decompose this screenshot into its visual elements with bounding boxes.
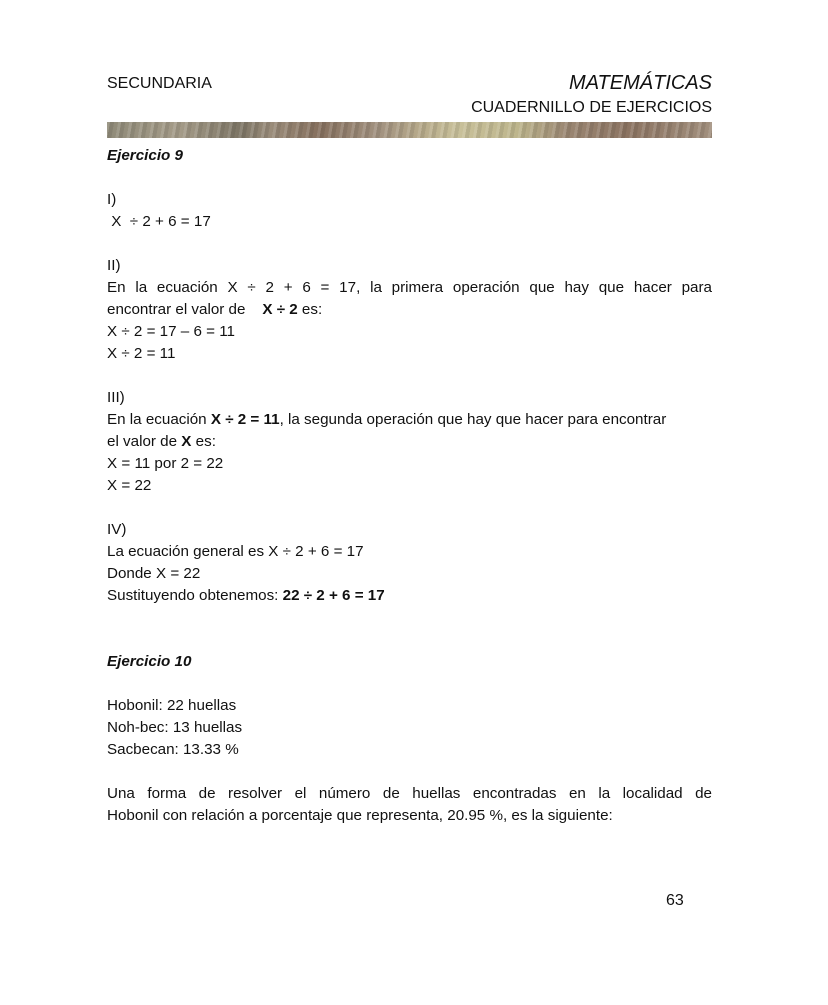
text-line	[107, 189, 712, 211]
text-line	[107, 409, 712, 431]
blank-line	[107, 365, 712, 387]
header-subject: MATEMÁTICAS	[569, 72, 712, 94]
bold-text: X ÷ 2	[262, 301, 298, 318]
text-line	[107, 563, 712, 585]
text-line	[107, 255, 712, 277]
text: Ejercicio 9	[107, 147, 183, 164]
text-line	[107, 299, 712, 321]
blank-line	[107, 761, 712, 783]
text-line	[107, 805, 712, 827]
text: Ejercicio 10	[107, 653, 192, 670]
header-level: SECUNDARIA	[107, 75, 212, 92]
bold-text: X ÷ 2 = 11	[210, 411, 280, 428]
blank-line	[107, 167, 712, 189]
document-body	[107, 145, 712, 827]
text-line	[107, 783, 712, 805]
text: I)	[107, 191, 117, 208]
text: La ecuación general es X ÷ 2 + 6 = 17	[107, 543, 364, 560]
text: X = 22	[107, 477, 152, 494]
bold-text: X	[181, 433, 192, 450]
text-line	[107, 431, 712, 453]
text: Hobonil: 22 huellas	[107, 697, 237, 714]
text-line	[107, 277, 712, 299]
text: Sacbecan: 13.33 %	[107, 741, 239, 758]
text-line	[107, 387, 712, 409]
text: X ÷ 2 + 6 = 17	[107, 213, 211, 230]
page-number: 63	[666, 892, 684, 909]
text-line	[107, 321, 712, 343]
section-heading	[107, 145, 712, 167]
section-heading	[107, 651, 712, 673]
blank-line	[107, 607, 712, 629]
text: En la ecuación	[107, 411, 211, 428]
text: IV)	[107, 521, 127, 538]
text: X ÷ 2 = 11	[107, 345, 176, 362]
text: X ÷ 2 = 17 – 6 = 11	[107, 323, 235, 340]
blank-line	[107, 673, 712, 695]
text: Donde X = 22	[107, 565, 201, 582]
text: Noh-bec: 13 huellas	[107, 719, 243, 736]
text: el valor de	[107, 433, 182, 450]
blank-line	[107, 629, 712, 651]
header-banner-image	[107, 122, 712, 138]
text-line	[107, 519, 712, 541]
text-line	[107, 541, 712, 563]
text: En la ecuación X ÷ 2 + 6 = 17, la primera operación que hay que hacer para	[107, 279, 712, 296]
text-line	[107, 695, 712, 717]
text: X = 11 por 2 = 22	[107, 455, 224, 472]
text-line	[107, 585, 712, 607]
text: es:	[191, 433, 216, 450]
text-line	[107, 453, 712, 475]
text: III)	[107, 389, 125, 406]
text: Sustituyendo obtenemos:	[107, 587, 283, 604]
text: II)	[107, 257, 121, 274]
text: Una forma de resolver el número de huellas encontradas en la localidad de	[107, 785, 712, 802]
text-line	[107, 739, 712, 761]
text: , la segunda operación que hay que hacer para encontrar	[279, 411, 667, 428]
text-line	[107, 211, 712, 233]
text-line	[107, 343, 712, 365]
blank-line	[107, 233, 712, 255]
text-line	[107, 717, 712, 739]
text-line	[107, 475, 712, 497]
text: es:	[297, 301, 323, 318]
text: encontrar el valor de	[107, 301, 263, 318]
header-subtitle: CUADERNILLO DE EJERCICIOS	[471, 99, 712, 116]
bold-text: 22 ÷ 2 + 6 = 17	[282, 587, 385, 604]
text: Hobonil con relación a porcentaje que representa, 20.95 %, es la siguiente:	[107, 807, 613, 824]
blank-line	[107, 497, 712, 519]
